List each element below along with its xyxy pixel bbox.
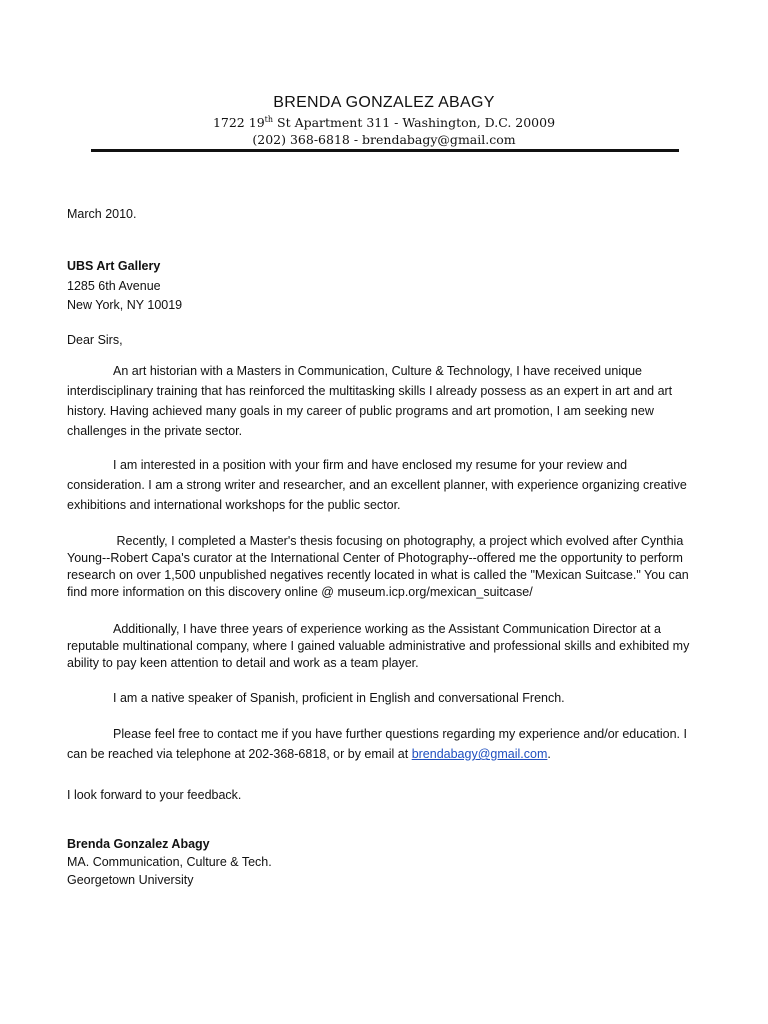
address-street-number: 1722 19 (212, 115, 265, 130)
signature-school: Georgetown University (67, 873, 194, 887)
paragraph-5 (67, 688, 707, 708)
sender-name: BRENDA GONZALEZ ABAGY (273, 94, 495, 111)
paragraph-1-text: An art historian with a Masters in Communication, Culture & Technology, I have received unique interdisciplinary training that has reinforced the multitasking skills I already possess as an expert in art and art history. Having achieved many goals in my career of public programs and art promotion, I am seeking new challenges in the private sector. (67, 364, 673, 438)
paragraph-2 (67, 455, 707, 515)
recipient-city: New York, NY 10019 (67, 298, 183, 312)
paragraph-4 (67, 621, 707, 672)
salutation: Dear Sirs, (67, 333, 123, 347)
sender-address (0, 114, 768, 131)
paragraph-1 (67, 361, 707, 441)
sender-contact: (202) 368-6818 - brendabagy@gmail.com (252, 132, 516, 147)
recipient-street: 1285 6th Avenue (67, 279, 161, 293)
paragraph-3-text: Recently, I completed a Master's thesis focusing on photography, a project which evolved after Cynthia Young--Robert Capa's curator at the International Center of Photography--offered me the opportunity to perform research on over 1,500 unpublished negatives recently located in what is called the "Mexican Suitcase." You can find more information on this discovery online @ museum.icp.org/mexican_suitcase/ (67, 534, 689, 599)
signature-name: Brenda Gonzalez Abagy (67, 837, 210, 851)
paragraph-6 (67, 724, 707, 764)
paragraph-2-text: I am interested in a position with your firm and have enclosed my resume for your review and consideration. I am a strong writer and researcher, and an excellent planner, with experience organizing creative exhibitions and international workshops for the public sector. (67, 458, 687, 512)
paragraph-4-text: Additionally, I have three years of experience working as the Assistant Communication Director at a reputable multinational company, where I gained valuable administrative and professional skills and exhibited my ability to pay keen attention to detail and work as a team player. (67, 622, 690, 670)
signature-degree: MA. Communication, Culture & Tech. (67, 855, 272, 869)
closing-line: I look forward to your feedback. (67, 788, 242, 802)
header-divider (91, 149, 679, 152)
letter-date: March 2010. (67, 207, 137, 221)
address-rest: St Apartment 311 - Washington, D.C. 20009 (273, 115, 556, 130)
email-link[interactable]: brendabagy@gmail.com (411, 747, 548, 761)
paragraph-5-text: I am a native speaker of Spanish, proficient in English and conversational French. (113, 691, 565, 705)
paragraph-6-end: . (547, 747, 551, 761)
address-ordinal: th (264, 114, 274, 124)
letterhead (0, 92, 768, 148)
recipient-org: UBS Art Gallery (67, 259, 161, 273)
paragraph-6-text: Please feel free to contact me if you have further questions regarding my experience and/or education. I can be reached via telephone at 202-368-6818, or by email at (67, 727, 687, 761)
paragraph-3 (67, 533, 707, 601)
